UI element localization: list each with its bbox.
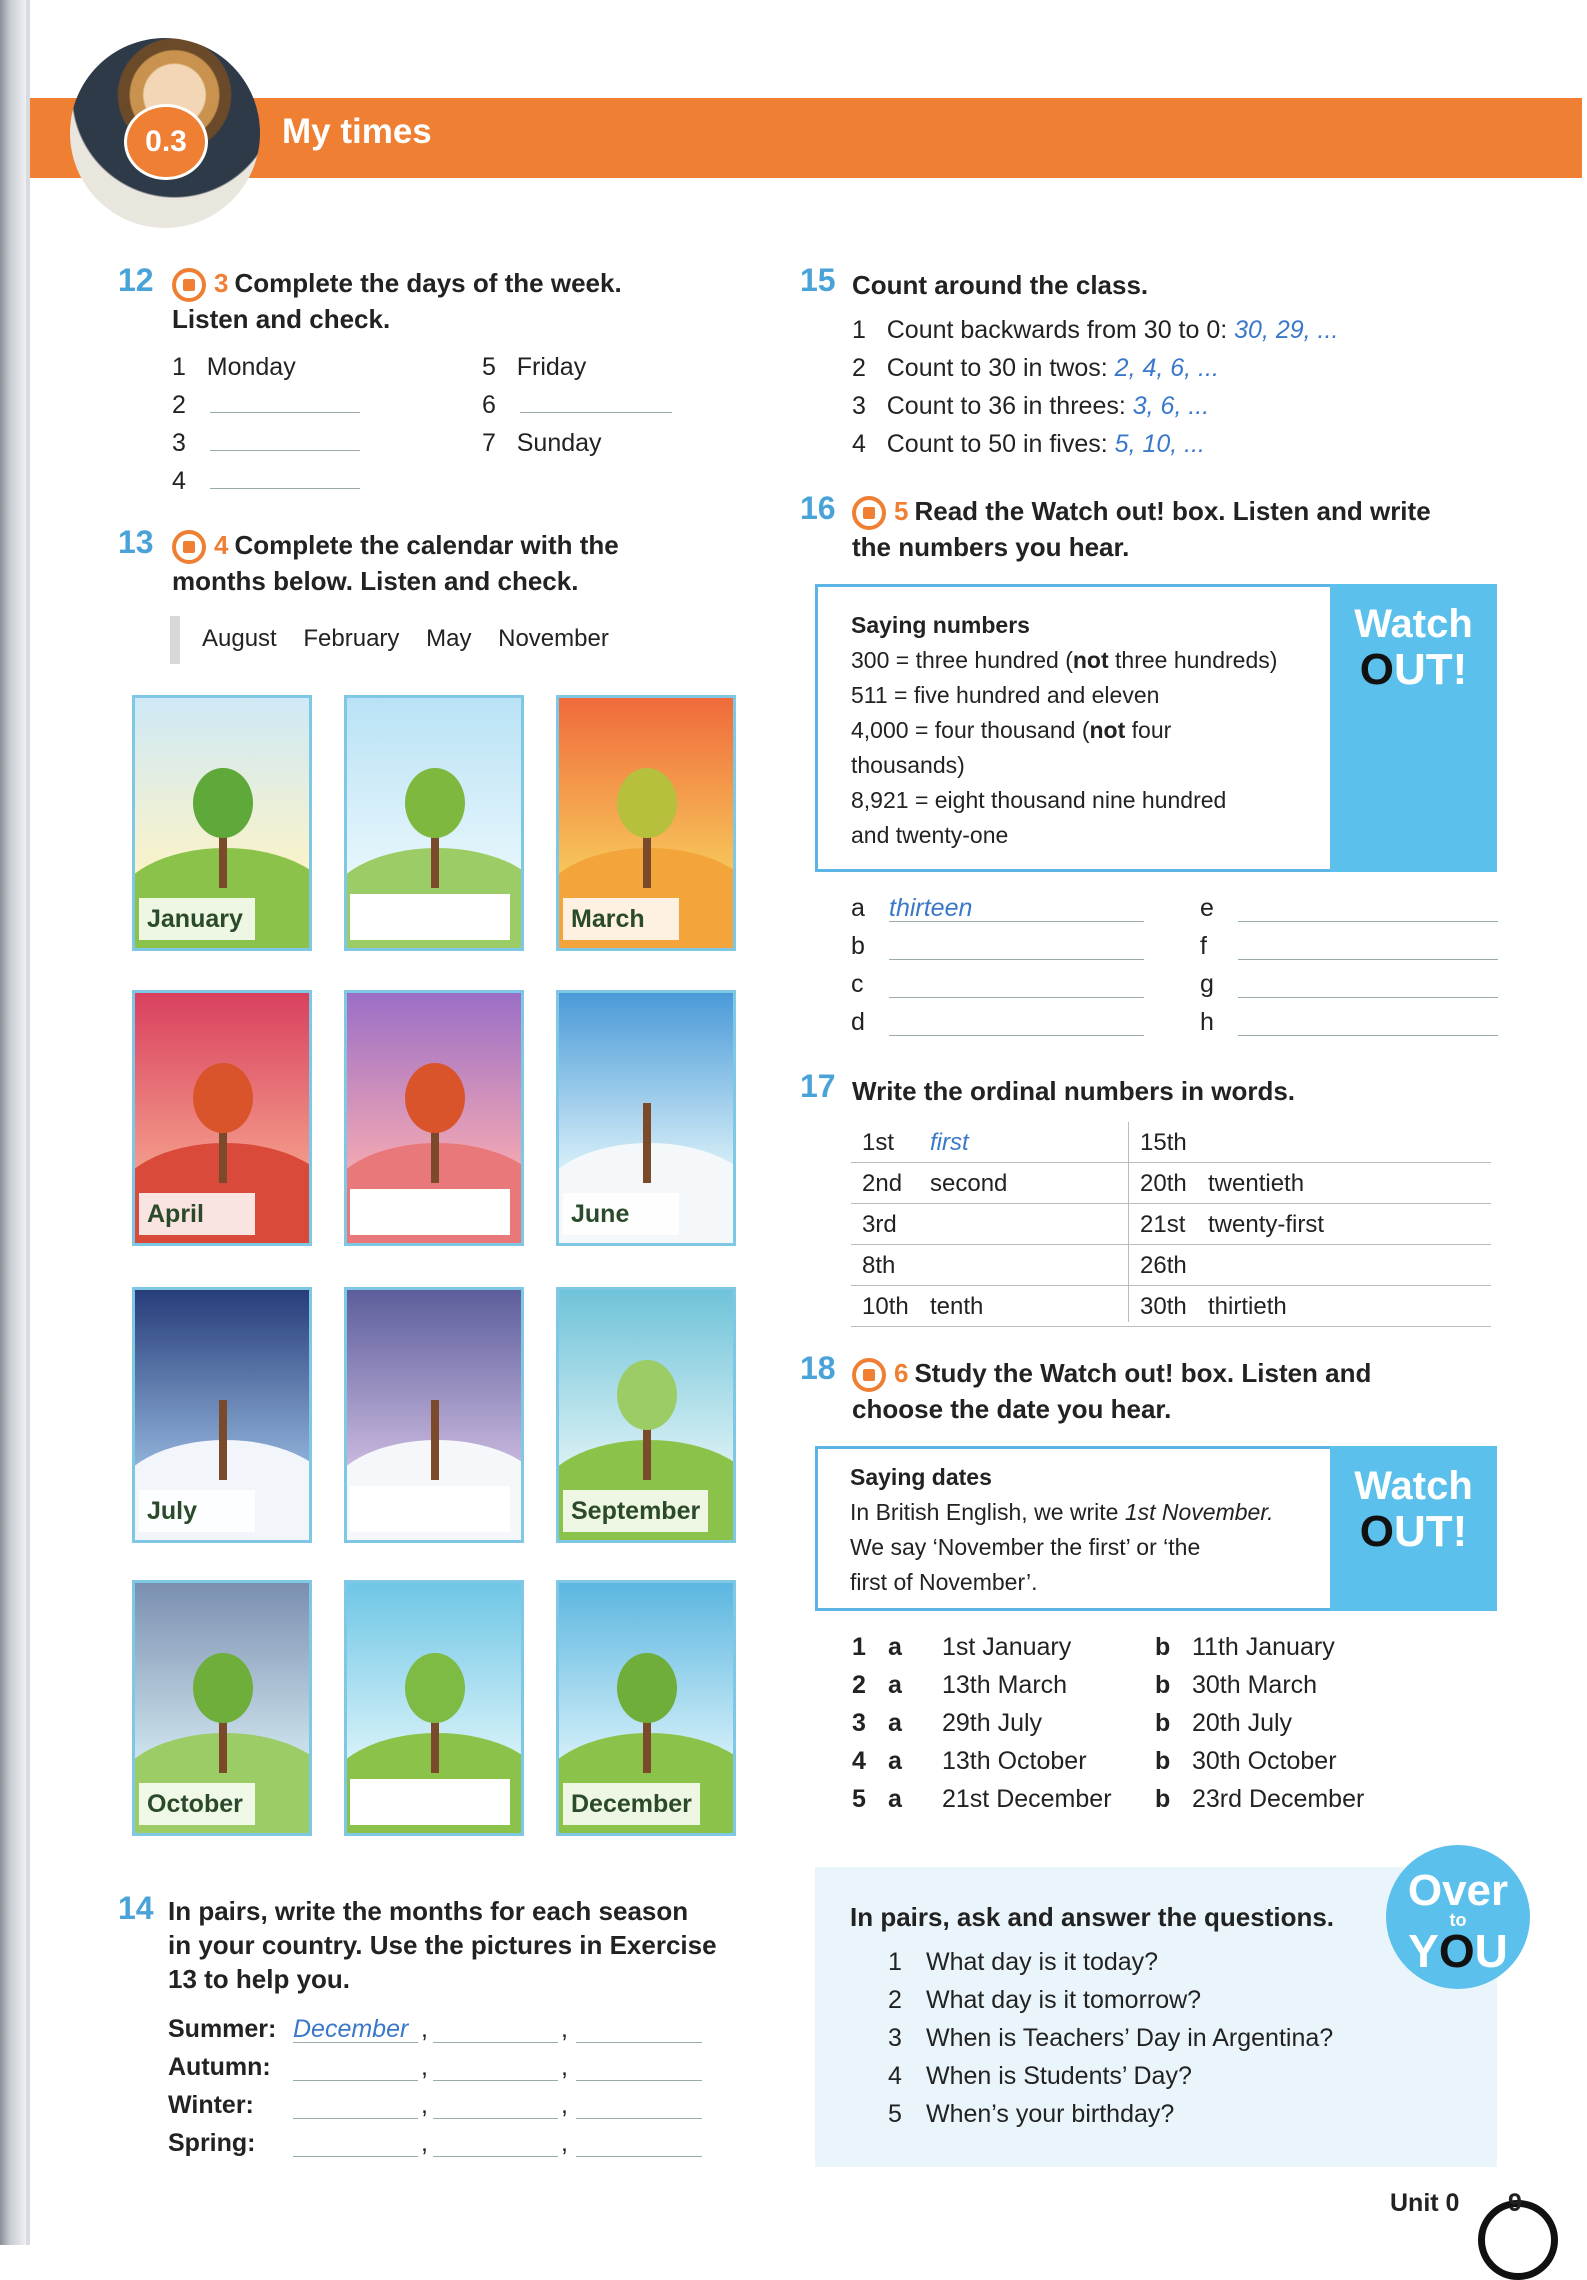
table-cell: tenth xyxy=(930,1293,984,1320)
month-card xyxy=(556,1287,736,1543)
option-b-label: b xyxy=(1155,1747,1171,1775)
option-b-label: b xyxy=(1155,1671,1171,1699)
page-number: 9 xyxy=(1508,2189,1522,2217)
date-item-number: 3 xyxy=(852,1709,866,1737)
answer-line[interactable] xyxy=(576,2156,702,2157)
answer-line[interactable] xyxy=(1238,959,1498,960)
watch-label: Watch xyxy=(1354,602,1473,646)
option-a-label: a xyxy=(888,1709,902,1737)
day-item: 6 xyxy=(482,391,496,419)
month-card xyxy=(556,990,736,1246)
option-b[interactable]: 20th July xyxy=(1192,1709,1293,1737)
option-a[interactable]: 29th July xyxy=(942,1709,1043,1737)
date-item-number: 5 xyxy=(852,1785,866,1813)
month-label: July xyxy=(139,1490,255,1532)
answer-letter: d xyxy=(851,1008,865,1036)
month-answer-box[interactable] xyxy=(350,1189,510,1235)
exercise-17-number: 17 xyxy=(800,1068,836,1104)
table-cell: 8th xyxy=(862,1252,896,1279)
option-b[interactable]: 23rd December xyxy=(1192,1785,1365,1813)
answer-line[interactable] xyxy=(433,2080,558,2081)
over-to-you-instruction: In pairs, ask and answer the questions. xyxy=(850,1902,1335,1932)
table-cell: twentieth xyxy=(1208,1170,1305,1197)
exercise-12-instruction: 3 Complete the days of the week. Listen and check. xyxy=(172,268,622,335)
out-label: OUT! xyxy=(1359,1507,1468,1556)
audio-icon[interactable] xyxy=(852,496,886,530)
option-b[interactable]: 11th January xyxy=(1192,1633,1335,1661)
comma: , xyxy=(421,2091,428,2119)
answer-letter: e xyxy=(1200,894,1214,922)
table-cell: twenty-first xyxy=(1208,1211,1325,1238)
word-bank: August February May November xyxy=(202,625,609,652)
page-title: My times xyxy=(282,112,432,151)
table-cell: 21st xyxy=(1140,1211,1186,1238)
month-card xyxy=(344,695,524,951)
table-cell: first xyxy=(930,1129,969,1156)
exercise-14-instruction: In pairs, write the months for each season in your country. Use the pictures in Exercise 13 to help you. xyxy=(168,1896,717,1994)
answer-letter: f xyxy=(1200,932,1207,960)
month-label: September xyxy=(563,1490,708,1532)
answer-line[interactable] xyxy=(1238,997,1498,998)
count-item: 4 Count to 50 in fives: 5, 10, ... xyxy=(852,430,1206,458)
answer-line[interactable] xyxy=(889,921,1144,922)
table-cell: 10th xyxy=(862,1293,909,1320)
month-label: June xyxy=(563,1193,679,1235)
answer-line[interactable] xyxy=(433,2118,558,2119)
month-label: October xyxy=(139,1783,255,1825)
option-a-label: a xyxy=(888,1747,902,1775)
answer-line[interactable] xyxy=(1238,1035,1498,1036)
comma: , xyxy=(421,2015,428,2043)
question-number: 5 xyxy=(888,2100,902,2128)
date-item-number: 2 xyxy=(852,1671,866,1699)
month-label: December xyxy=(563,1783,700,1825)
answer-line[interactable] xyxy=(576,2118,702,2119)
table-cell: 2nd xyxy=(862,1170,903,1197)
comma: , xyxy=(561,2091,568,2119)
table-cell: 1st xyxy=(862,1129,895,1156)
question-text: When is Students’ Day? xyxy=(926,2062,1192,2090)
book-spine xyxy=(0,0,26,2245)
option-a-label: a xyxy=(888,1785,902,1813)
month-card xyxy=(344,1287,524,1543)
day-item: 1 Monday xyxy=(172,353,296,381)
book-spine-edge xyxy=(26,0,30,2245)
month-card xyxy=(132,1580,312,1836)
month-card xyxy=(556,695,736,951)
day-item: 7 Sunday xyxy=(482,429,602,457)
exercise-16-number: 16 xyxy=(800,490,836,526)
answer-line[interactable] xyxy=(210,450,360,451)
month-card xyxy=(132,695,312,951)
dates-rules: Saying dates In British English, we write 1st November. We say ‘November the first’ or ‘the first of November’. xyxy=(850,1464,1274,1595)
option-a-label: a xyxy=(888,1671,902,1699)
day-item: 2 xyxy=(172,391,186,419)
answer-line[interactable] xyxy=(293,2156,418,2157)
watch-label: Watch xyxy=(1354,1464,1473,1508)
month-card xyxy=(556,1580,736,1836)
unit-label: Unit 0 xyxy=(1390,2189,1460,2217)
answer-line[interactable] xyxy=(576,2042,702,2043)
month-answer-box[interactable] xyxy=(350,1779,510,1825)
table-cell: 20th xyxy=(1140,1170,1187,1197)
answer-letter: a xyxy=(851,894,865,922)
audio-icon[interactable] xyxy=(172,268,206,302)
exercise-15-number: 15 xyxy=(800,262,836,298)
option-a[interactable]: 1st January xyxy=(942,1633,1072,1661)
option-b[interactable]: 30th October xyxy=(1192,1747,1337,1775)
table-cell: 15th xyxy=(1140,1129,1187,1156)
month-label: April xyxy=(139,1193,255,1235)
count-item: 3 Count to 36 in threes: 3, 6, ... xyxy=(852,392,1210,420)
month-answer-box[interactable] xyxy=(350,894,510,940)
month-answer-box[interactable] xyxy=(350,1486,510,1532)
count-item: 2 Count to 30 in twos: 2, 4, 6, ... xyxy=(852,354,1219,382)
table-cell: 3rd xyxy=(862,1211,897,1238)
out-label: OUT! xyxy=(1359,645,1468,694)
count-item: 1 Count backwards from 30 to 0: 30, 29, ... xyxy=(852,316,1339,344)
question-text: What day is it today? xyxy=(926,1948,1159,1976)
question-text: When is Teachers’ Day in Argentina? xyxy=(926,2024,1334,2052)
lesson-number: 0.3 xyxy=(124,104,208,180)
month-card xyxy=(132,990,312,1246)
month-card xyxy=(344,1580,524,1836)
table-cell: second xyxy=(930,1170,1008,1197)
date-item-number: 1 xyxy=(852,1633,866,1661)
exercise-15-instruction: Count around the class. xyxy=(852,270,1149,300)
answer-letter: c xyxy=(851,970,864,998)
answer-letter: h xyxy=(1200,1008,1214,1036)
season-label: Summer: xyxy=(168,2015,277,2043)
comma: , xyxy=(561,2015,568,2043)
comma: , xyxy=(421,2129,428,2157)
answer-letter: g xyxy=(1200,970,1214,998)
table-cell: thirtieth xyxy=(1208,1293,1287,1320)
answer-line[interactable] xyxy=(433,2156,558,2157)
season-label: Spring: xyxy=(168,2129,256,2157)
month-label: March xyxy=(563,898,679,940)
date-item-number: 4 xyxy=(852,1747,866,1775)
question-text: When’s your birthday? xyxy=(926,2100,1175,2128)
answer-letter: b xyxy=(851,932,865,960)
day-item: 4 xyxy=(172,467,186,495)
answer-line[interactable] xyxy=(520,412,672,413)
month-label: January xyxy=(139,898,255,940)
exercise-13-number: 13 xyxy=(118,524,154,560)
over-to-you-badge: Over to YOU xyxy=(1386,1845,1530,1989)
answer-line[interactable] xyxy=(889,1035,1144,1036)
exercise-17-instruction: Write the ordinal numbers in words. xyxy=(852,1076,1296,1106)
question-number: 1 xyxy=(888,1948,902,1976)
exercise-18-instruction: 6 Study the Watch out! box. Listen and choose the date you hear. xyxy=(852,1358,1372,1425)
title-banner xyxy=(30,98,1582,178)
exercise-13-instruction: 4 Complete the calendar with the months below. Listen and check. xyxy=(172,530,619,597)
audio-icon[interactable] xyxy=(172,530,206,564)
option-a[interactable]: 13th March xyxy=(942,1671,1068,1699)
table-cell: 26th xyxy=(1140,1252,1187,1279)
day-item: 5 Friday xyxy=(482,353,587,381)
option-b-label: b xyxy=(1155,1785,1171,1813)
season-label: Winter: xyxy=(168,2091,254,2119)
month-card xyxy=(344,990,524,1246)
question-number: 2 xyxy=(888,1986,902,2014)
option-a[interactable]: 21st December xyxy=(942,1785,1112,1813)
comma: , xyxy=(561,2053,568,2081)
table-cell: 30th xyxy=(1140,1293,1187,1320)
answer-line[interactable] xyxy=(576,2080,702,2081)
comma: , xyxy=(561,2129,568,2157)
answer-value: thirteen xyxy=(889,894,973,922)
option-a-label: a xyxy=(888,1633,902,1661)
answer-line[interactable] xyxy=(210,488,360,489)
word-bank-marker xyxy=(170,616,180,664)
answer-line[interactable] xyxy=(210,412,360,413)
audio-icon[interactable] xyxy=(852,1358,886,1392)
answer-line[interactable] xyxy=(1238,921,1498,922)
day-item: 3 xyxy=(172,429,186,457)
exercise-14-number: 14 xyxy=(118,1890,154,1926)
question-number: 3 xyxy=(888,2024,902,2052)
answer-line[interactable] xyxy=(293,2118,418,2119)
question-text: What day is it tomorrow? xyxy=(926,1986,1202,2014)
answer-line[interactable] xyxy=(433,2042,558,2043)
answer-line[interactable] xyxy=(889,959,1144,960)
month-card xyxy=(132,1287,312,1543)
answer-line[interactable] xyxy=(889,997,1144,998)
exercise-18-number: 18 xyxy=(800,1350,836,1386)
exercise-16-instruction: 5 Read the Watch out! box. Listen and write the numbers you hear. xyxy=(852,496,1431,563)
answer-line[interactable] xyxy=(293,2042,418,2043)
season-answer: December xyxy=(293,2015,409,2043)
comma: , xyxy=(421,2053,428,2081)
option-b[interactable]: 30th March xyxy=(1192,1671,1318,1699)
option-b-label: b xyxy=(1155,1633,1171,1661)
option-a[interactable]: 13th October xyxy=(942,1747,1087,1775)
answer-line[interactable] xyxy=(293,2080,418,2081)
numbers-rules: Saying numbers 300 = three hundred (not three hundreds) 511 = five hundred and eleven 4,000 = four thousand (not four thousands) 8,921 = eight thousand nine hundred and twenty-one xyxy=(851,612,1278,848)
season-label: Autumn: xyxy=(168,2053,271,2081)
question-number: 4 xyxy=(888,2062,902,2090)
exercise-12-number: 12 xyxy=(118,262,154,298)
option-b-label: b xyxy=(1155,1709,1171,1737)
